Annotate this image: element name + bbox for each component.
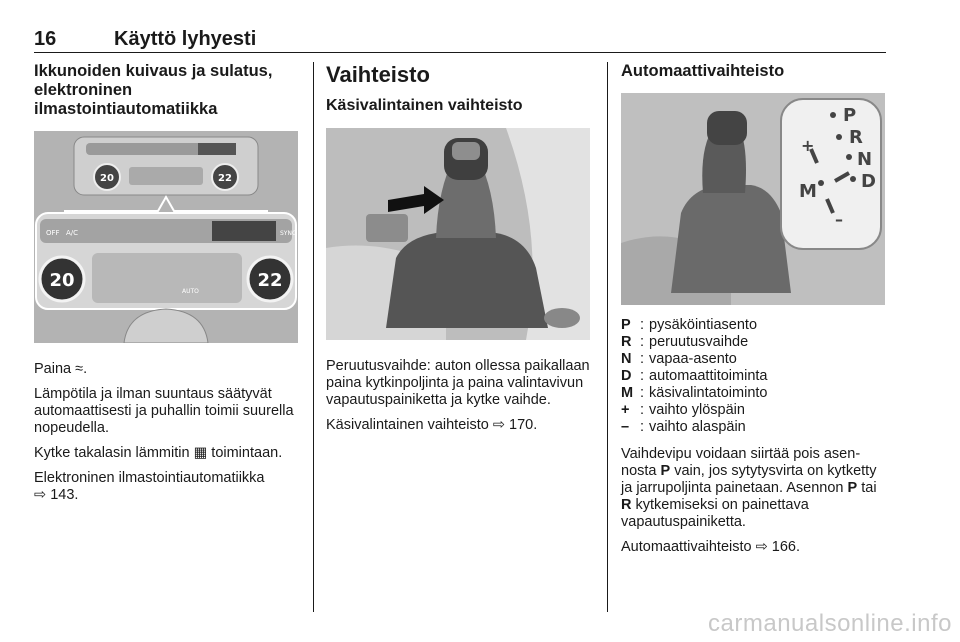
gear-list-key: M bbox=[621, 385, 634, 401]
gear-list-item bbox=[621, 317, 887, 334]
page-ref-icon: ⇨ bbox=[755, 539, 768, 555]
section-title-automatic: Automaattivaihteisto bbox=[621, 62, 785, 80]
subtitle-manual: Käsivalintainen vaihteisto bbox=[326, 97, 523, 114]
page-number: 16 bbox=[34, 28, 57, 50]
big-temp-right: 22 bbox=[257, 270, 283, 291]
gear-minus-icon: – bbox=[835, 210, 843, 229]
climate-panel-figure bbox=[34, 131, 298, 343]
small-temp-left: 20 bbox=[100, 173, 114, 184]
gear-list-sep: : bbox=[639, 402, 645, 418]
para-ref-manual: Käsivalintainen vaihteisto ⇨ 170. bbox=[326, 417, 538, 433]
page-ref-link[interactable]: 166. bbox=[771, 539, 801, 555]
gear-list-item bbox=[621, 351, 887, 368]
gear-list-text: peruutusvaihde bbox=[649, 334, 749, 350]
page-ref-link[interactable]: 170. bbox=[509, 417, 538, 433]
btn-auto-label: AUTO bbox=[182, 288, 199, 295]
gear-list-key: R bbox=[621, 334, 632, 350]
chapter-title: Käyttö lyhyesti bbox=[114, 28, 257, 50]
gear-list-item bbox=[621, 402, 887, 419]
gear-r: R bbox=[849, 127, 863, 148]
para-ref-automatic: Automaattivaihteisto ⇨ 166. bbox=[621, 539, 801, 555]
para-ref-climate: Elektroninen ilmastointiautomatiikka ⇨ 143. bbox=[34, 470, 265, 503]
rear-window-heater-icon: ▦ bbox=[193, 445, 208, 461]
btn-ac-label: A/C bbox=[66, 229, 79, 237]
gear-list-item bbox=[621, 368, 887, 385]
gear-list-sep: : bbox=[639, 368, 645, 384]
btn-off-label: OFF bbox=[46, 229, 60, 237]
column-transmission bbox=[326, 62, 594, 442]
manual-gear-figure bbox=[326, 128, 590, 340]
column-divider bbox=[313, 62, 314, 612]
big-temp-left: 20 bbox=[49, 270, 75, 291]
gear-list-text: automaattitoiminta bbox=[649, 368, 768, 384]
gear-list-key: P bbox=[621, 317, 631, 333]
header-rule bbox=[34, 52, 886, 53]
column-automatic bbox=[621, 62, 887, 564]
gear-list-sep: : bbox=[639, 351, 645, 367]
para-auto-adjust: Lämpötila ja ilman suuntaus säätyvät automaattisesti ja puhallin toimii suurella nopeudella. bbox=[34, 386, 294, 436]
gear-list bbox=[621, 317, 887, 436]
column-divider bbox=[607, 62, 608, 612]
gear-n: N bbox=[857, 149, 873, 170]
page-ref-link[interactable]: 143. bbox=[50, 487, 79, 503]
section-title-defrost: Ikkunoiden kuivaus ja sulatus, elektroninen ilmastointiautomatiikka bbox=[34, 62, 273, 118]
gear-list-item bbox=[621, 385, 887, 402]
gear-list-item bbox=[621, 334, 887, 351]
page-ref-icon: ⇨ bbox=[34, 487, 47, 503]
para-rear-defrost: Kytke takalasin lämmitin ▦ toimintaan. bbox=[34, 445, 283, 461]
page-ref-icon: ⇨ bbox=[492, 417, 506, 433]
gear-list-sep: : bbox=[639, 419, 645, 435]
gear-list-key: – bbox=[621, 419, 630, 435]
gear-m: M bbox=[799, 181, 817, 202]
gear-list-item bbox=[621, 419, 887, 436]
page-header bbox=[34, 28, 886, 54]
gear-list-text: käsivalintatoiminto bbox=[649, 385, 768, 401]
para-press: Paina ≈. bbox=[34, 361, 88, 377]
para-selector: Vaihdevipu voidaan siirtää pois asennosta P vain, jos sytytysvirta on kytketty ja jarrupoljinta painetaan. Asennon P tai R kytkemiseksi on painettava vapautuspainiketta. bbox=[621, 446, 877, 530]
gear-list-key: + bbox=[621, 402, 630, 418]
gear-p: P bbox=[843, 105, 857, 126]
gear-list-key: N bbox=[621, 351, 632, 367]
gear-list-sep: : bbox=[639, 334, 645, 350]
gear-list-text: vapaa-asento bbox=[649, 351, 737, 367]
gear-d: D bbox=[861, 171, 876, 192]
gear-plus-icon: + bbox=[801, 136, 815, 155]
btn-sync-label: SYNC bbox=[280, 230, 297, 237]
small-temp-right: 22 bbox=[218, 173, 232, 184]
para-reverse: Peruutusvaihde: auton ollessa paikallaan paina kytkinpoljinta ja paina valintavivun vapautuspainiketta ja kytke vaihde. bbox=[326, 358, 590, 408]
gear-list-key: D bbox=[621, 368, 632, 384]
watermark: carmanualsonline.info bbox=[708, 610, 952, 637]
gear-list-text: vaihto ylöspäin bbox=[649, 402, 745, 418]
automatic-gear-figure bbox=[621, 93, 885, 305]
defrost-icon: ≈ bbox=[75, 361, 84, 377]
gear-list-text: vaihto alaspäin bbox=[649, 419, 746, 435]
gear-list-sep: : bbox=[639, 385, 645, 401]
section-title-transmission: Vaihteisto bbox=[326, 62, 430, 87]
column-climate bbox=[34, 62, 300, 512]
gear-list-text: pysäköintiasento bbox=[649, 317, 758, 333]
gear-list-sep: : bbox=[639, 317, 645, 333]
